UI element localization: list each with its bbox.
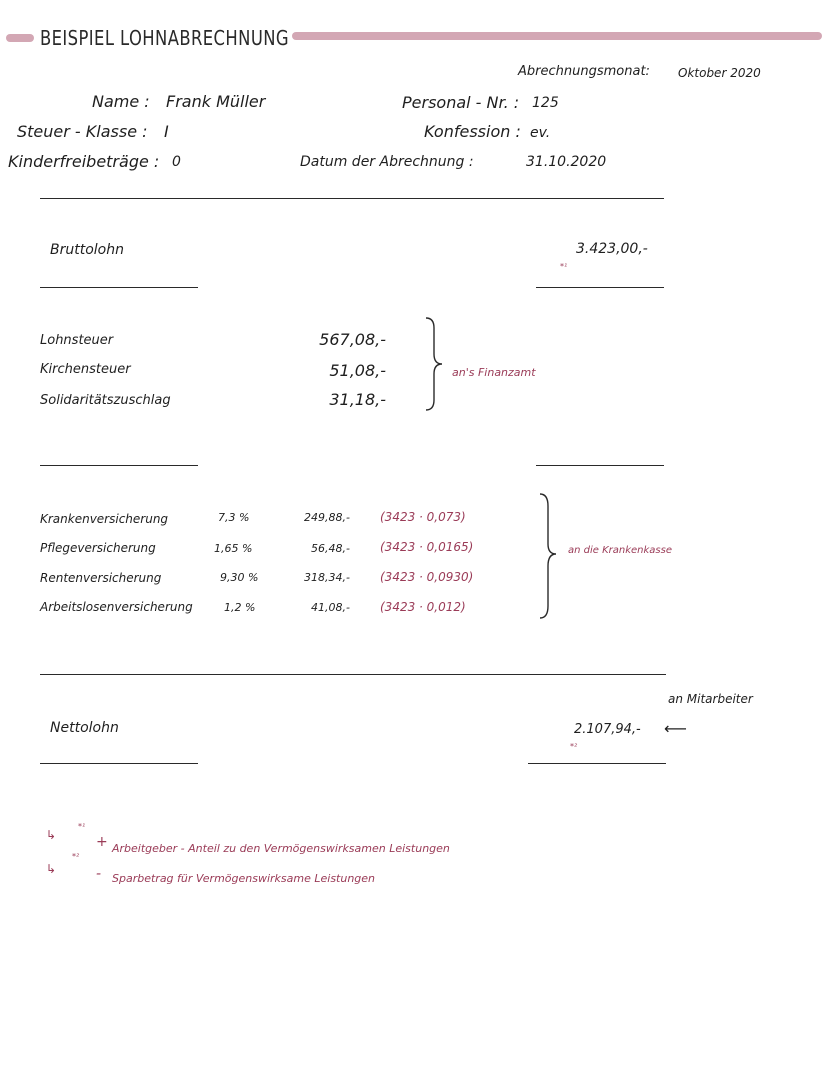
child-allowance-value: 0 [172,154,181,170]
ins-value-unemployment: 41,08,- [311,601,350,614]
ins-label-unemployment: Arbeitslosenversicherung [40,600,193,614]
personal-nr-label: Personal - Nr. : [402,93,520,112]
ins-rate-care: 1,65 % [214,542,253,555]
net-arrow-icon: ⟵ [664,719,687,738]
page-title: BEISPIEL LOHNABRECHNUNG [40,26,290,50]
title-bar-left [6,34,34,42]
footnote-1-text: Arbeitgeber - Anteil zu den Vermögenswirksamen Leistungen [112,842,450,855]
gross-value: 3.423,00,- [576,241,648,257]
gross-label: Bruttolohn [50,242,124,258]
tax-value-solidarity: 31,18,- [329,390,386,409]
confession-label: Konfession : [424,122,521,141]
divider-net-right [528,763,666,764]
ins-calc-pension: (3423 · 0,0930) [380,570,474,584]
divider-header [40,198,664,199]
divider-insurance [40,674,666,675]
ins-rate-pension: 9,30 % [220,571,259,584]
name-value: Frank Müller [166,92,266,111]
billing-month-label: Abrechnungsmonat: [518,64,650,79]
insurance-brace [538,492,558,620]
divider-taxes-right [536,465,664,466]
ins-value-care: 56,48,- [311,542,350,555]
ins-calc-health: (3423 · 0,073) [380,510,466,524]
ins-label-pension: Rentenversicherung [40,571,162,585]
footnote-2-text: Sparbetrag für Vermögenswirksame Leistungen [112,872,376,885]
ins-label-health: Krankenversicherung [40,512,169,526]
tax-note: an's Finanzamt [452,366,536,379]
gross-footnote-marker: *¹ [560,262,568,271]
tax-value-church: 51,08,- [329,361,386,380]
confession-value: ev. [530,125,551,141]
divider-gross-right [536,287,664,288]
ins-rate-unemployment: 1,2 % [224,601,256,614]
name-label: Name : [92,92,150,111]
billing-month-value: Oktober 2020 [678,66,761,80]
date-value: 31.10.2020 [526,154,607,170]
ins-calc-unemployment: (3423 · 0,012) [380,600,466,614]
ins-value-health: 249,88,- [304,511,350,524]
footnote-1-arrow-icon: ↳ [46,828,57,842]
divider-gross-left [40,287,198,288]
date-label: Datum der Abrechnung : [300,154,474,170]
footnote-1-marker: *¹ [78,822,86,831]
child-allowance-label: Kinderfreibeträge : [8,152,160,171]
ins-calc-care: (3423 · 0,0165) [380,540,474,554]
ins-value-pension: 318,34,- [304,571,350,584]
divider-taxes-left [40,465,198,466]
footnote-2-sign: - [96,866,102,882]
tax-label-income: Lohnsteuer [40,333,114,348]
insurance-note: an die Krankenkasse [568,545,673,556]
ins-rate-health: 7,3 % [218,511,250,524]
tax-brace [424,316,444,412]
ins-label-care: Pflegeversicherung [40,541,156,555]
net-note: an Mitarbeiter [668,692,753,706]
footnote-2-arrow-icon: ↳ [46,862,57,876]
footnote-2-marker: *² [72,852,80,861]
tax-class-label: Steuer - Klasse : [17,122,148,141]
divider-net-left [40,763,198,764]
tax-label-solidarity: Solidaritätszuschlag [40,393,171,408]
tax-label-church: Kirchensteuer [40,362,131,377]
net-value: 2.107,94,- [574,722,641,737]
net-label: Nettolohn [50,720,119,736]
title-bar-right [292,32,822,40]
net-footnote-marker: *² [570,742,578,751]
personal-nr-value: 125 [532,95,559,111]
tax-value-income: 567,08,- [319,330,386,349]
footnote-1-sign: + [96,834,108,850]
tax-class-value: I [164,122,169,141]
